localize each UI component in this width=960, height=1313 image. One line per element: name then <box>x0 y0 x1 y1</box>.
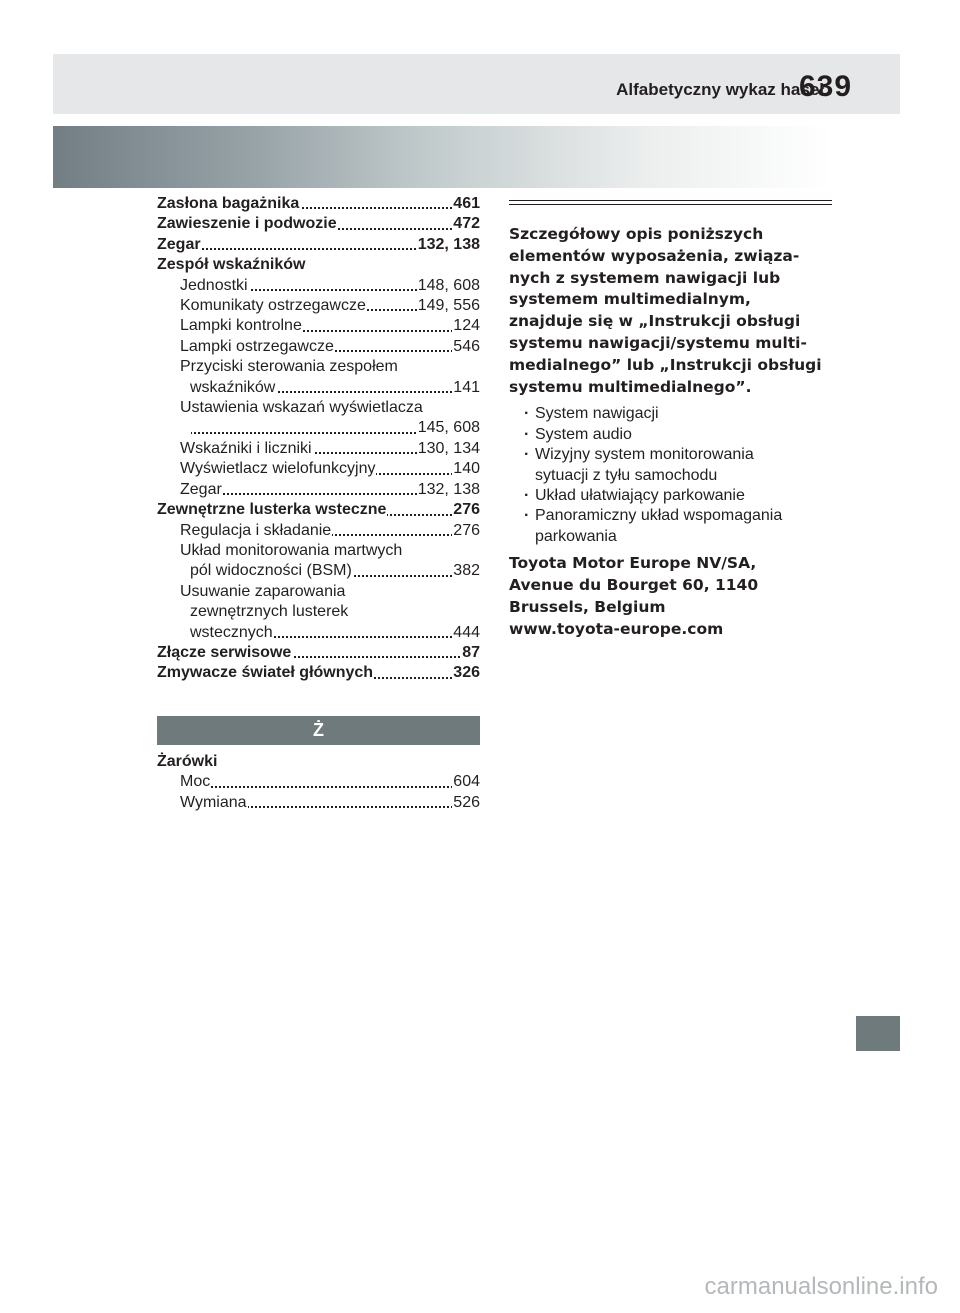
entry-page-ref: 141 <box>452 378 480 398</box>
list-item-text: · System audio <box>535 425 632 443</box>
list-item <box>509 404 832 424</box>
entry-term: Ustawienia wskazań wyświetlacza <box>180 399 423 417</box>
entry-term: Lampki kontrolne <box>180 317 302 335</box>
chapter-tab <box>856 1016 900 1051</box>
entry-term: Układ monitorowania martwych <box>180 541 403 559</box>
entry-page-ref: 124 <box>452 316 480 336</box>
entry-term: Regulacja i składanie <box>180 521 332 539</box>
note-line: Szczegółowy opis poniższych <box>509 225 764 243</box>
entry-term: Zasłona bagażnika <box>157 195 300 212</box>
index-column-left <box>157 194 480 813</box>
entry-page-ref: 444 <box>452 623 480 643</box>
index-entry <box>180 541 480 561</box>
index-entry <box>180 276 480 296</box>
index-entry <box>180 337 480 357</box>
index-entries <box>157 194 480 684</box>
entry-term: Przyciski sterowania zespołem <box>180 358 398 376</box>
page-number: 639 <box>799 70 853 103</box>
entry-term: Jednostki <box>180 276 248 294</box>
section-header-letter: Ż <box>157 716 480 745</box>
entry-page-ref: 604 <box>452 772 480 792</box>
entry-page-ref: 132, 138 <box>417 235 480 255</box>
entry-page-ref: 132, 138 <box>417 480 480 500</box>
entry-term <box>190 419 191 436</box>
entry-page-ref: 276 <box>452 500 480 520</box>
address-line: Toyota Motor Europe NV/SA, <box>509 554 757 573</box>
entry-term: Zmywacze świateł głównych <box>157 664 374 682</box>
index-entry <box>190 602 480 622</box>
info-column-right <box>509 200 832 640</box>
entry-term: Zegar <box>180 480 222 498</box>
index-entry <box>180 772 480 792</box>
entry-term: Wyświetlacz wielofunkcyjny <box>180 460 376 478</box>
entry-page-ref: 472 <box>452 214 480 234</box>
index-entry <box>190 378 480 398</box>
entry-page-ref: 148, 608 <box>417 276 480 296</box>
entry-term: Zawieszenie i podwozie <box>157 215 337 233</box>
list-item <box>509 506 832 547</box>
entry-page-ref: 546 <box>452 337 480 357</box>
section-entries <box>157 752 480 813</box>
entry-term: zewnętrznych lusterek <box>190 603 349 621</box>
entry-page-ref: 140 <box>452 459 480 479</box>
index-entry <box>180 296 480 316</box>
note-line: medialnego” lub „Instrukcji obsługi <box>509 355 822 374</box>
page-title: Alfabetyczny wykaz haseł <box>616 80 824 99</box>
index-entry <box>190 418 480 438</box>
list-item-text: sytuacji z tyłu samochodu <box>535 466 718 484</box>
index-entry <box>157 235 480 255</box>
entry-term: Lampki ostrzegawcze <box>180 337 334 355</box>
index-entry <box>180 316 480 336</box>
index-entry <box>157 663 480 683</box>
address-line: Avenue du Bourget 60, 1140 <box>509 576 759 595</box>
feature-list <box>509 404 832 547</box>
entry-page-ref: 382 <box>452 561 480 581</box>
entry-page-ref: 87 <box>461 643 480 663</box>
entry-term: Moc <box>180 773 211 791</box>
entry-term: Zespół wskaźników <box>157 256 306 274</box>
entry-page-ref: 149, 556 <box>417 296 480 316</box>
list-item-text: · System nawigacji <box>535 405 659 423</box>
index-entry <box>180 582 480 602</box>
watermark: carmanualsonline.info <box>704 1273 938 1300</box>
index-entry <box>157 500 480 520</box>
entry-term: Złącze serwisowe <box>157 643 292 661</box>
list-item-text: · Układ ułatwiający parkowanie <box>535 487 745 504</box>
index-entry <box>190 561 480 581</box>
list-item-text: · Panoramiczny układ wspomagania <box>535 507 783 525</box>
entry-page-ref: 130, 134 <box>417 439 480 459</box>
list-item <box>509 445 832 486</box>
entry-page-ref: 526 <box>452 793 480 813</box>
list-item-text: · Wizyjny system monitorowania <box>535 446 754 464</box>
note-line: elementów wyposażenia, związa- <box>509 246 800 265</box>
index-entry <box>190 623 480 643</box>
entry-page-ref: 145, 608 <box>417 418 480 438</box>
entry-term: Komunikaty ostrzegawcze <box>180 297 366 315</box>
entry-term: wstecznych <box>190 623 273 641</box>
entry-term: Zewnętrzne lusterka wsteczne <box>157 501 387 519</box>
entry-page-ref: 276 <box>452 521 480 541</box>
index-entry <box>180 357 480 377</box>
note-line: znajduje się w „Instrukcji obsługi <box>509 312 801 331</box>
index-entry <box>157 255 480 275</box>
header-banner <box>53 126 900 188</box>
list-item <box>509 425 832 445</box>
entry-page-ref: 326 <box>452 663 480 683</box>
index-entry <box>157 214 480 234</box>
entry-term: wskaźników <box>190 378 276 396</box>
index-entry <box>180 459 480 479</box>
list-item-text: parkowania <box>535 527 617 545</box>
list-item <box>509 486 832 506</box>
address-line: Brussels, Belgium <box>509 597 666 616</box>
index-entry <box>180 480 480 500</box>
entry-term: Wskaźniki i liczniki <box>180 439 312 457</box>
entry-term: Wymiana <box>180 793 247 811</box>
multimedia-note <box>509 224 832 398</box>
company-address <box>509 553 832 640</box>
address-website: www.toyota-europe.com <box>509 619 724 638</box>
entry-term: Żarówki <box>157 752 218 770</box>
note-line: systemu nawigacji/systemu multi- <box>509 333 807 352</box>
double-rule-divider <box>509 200 832 205</box>
index-entry <box>180 793 480 813</box>
index-entry <box>157 194 480 214</box>
note-line: systemem multimedialnym, <box>509 290 751 309</box>
index-entry <box>180 398 480 418</box>
index-entry <box>180 521 480 541</box>
entry-term: Zegar <box>157 235 201 253</box>
entry-term: Usuwanie zaparowania <box>180 582 346 600</box>
note-line: nych z systemem nawigacji lub <box>509 268 781 287</box>
index-entry <box>180 439 480 459</box>
entry-page-ref: 461 <box>452 194 480 214</box>
index-entry <box>157 752 480 772</box>
entry-term: pól widoczności (BSM) <box>190 562 352 580</box>
note-line: systemu multimedialnego”. <box>509 377 752 396</box>
index-entry <box>157 643 480 663</box>
